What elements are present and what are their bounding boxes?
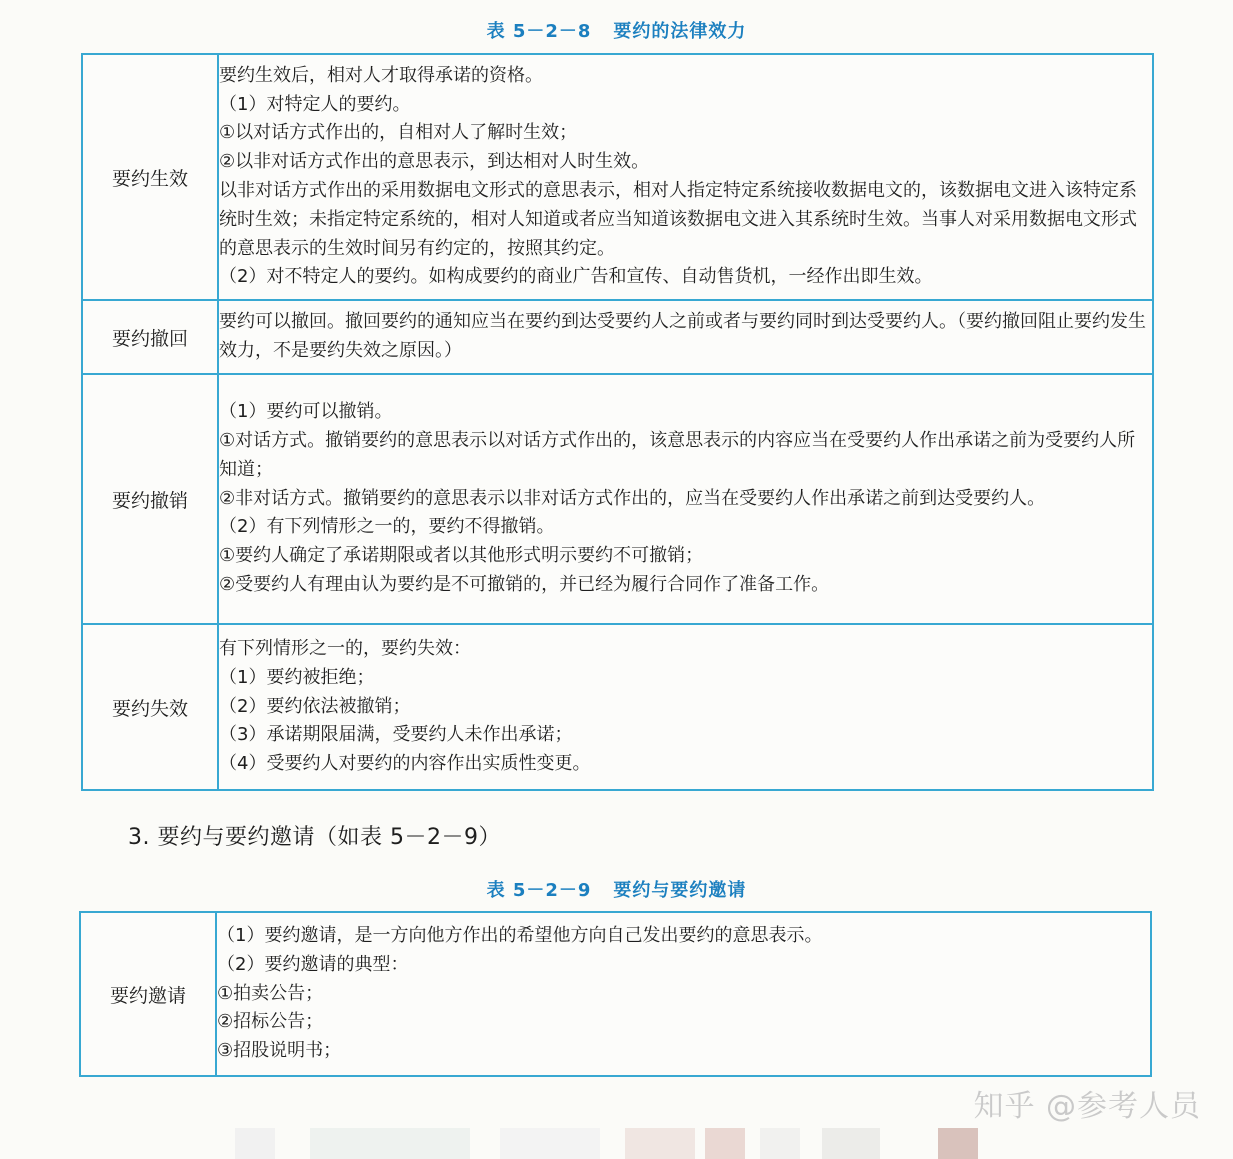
content-line: （2）要约依法被撤销； bbox=[219, 695, 411, 717]
content-line: 有下列情形之一的，要约失效： bbox=[219, 638, 471, 659]
offer-invitation-table bbox=[79, 911, 1152, 1077]
content-line: ①拍卖公告； bbox=[217, 982, 324, 1004]
scan-artifact bbox=[625, 1128, 695, 1159]
table-number: 表 5－2－8 bbox=[486, 21, 592, 42]
content-line: （1）对特定人的要约。 bbox=[219, 93, 411, 115]
table-row bbox=[82, 374, 1153, 624]
table-caption bbox=[0, 876, 1233, 902]
table-title: 要约的法律效力 bbox=[613, 21, 747, 42]
watermark: 知乎 @参考人员 bbox=[973, 1089, 1201, 1124]
section-heading: 3. 要约与要约邀请（如表 5－2－9） bbox=[128, 825, 501, 850]
content-line: ②受要约人有理由认为要约是不可撤销的，并已经为履行合同作了准备工作。 bbox=[219, 573, 830, 595]
table-row bbox=[82, 624, 1153, 790]
table-title: 要约与要约邀请 bbox=[613, 880, 747, 901]
table-row bbox=[82, 300, 1153, 374]
scan-artifact bbox=[500, 1128, 600, 1159]
table-row bbox=[80, 912, 1151, 1076]
content-line: （2）对不特定人的要约。如构成要约的商业广告和宣传、自动售货机，一经作出即生效。 bbox=[219, 266, 933, 288]
content-line: ①以对话方式作出的，自相对人了解时生效； bbox=[219, 122, 578, 144]
content-line: （4）受要约人对要约的内容作出实质性变更。 bbox=[219, 753, 591, 775]
scan-artifact bbox=[235, 1128, 275, 1159]
row-content bbox=[218, 374, 1153, 624]
content-line: ②招标公告； bbox=[217, 1011, 324, 1033]
scan-artifact bbox=[310, 1128, 470, 1159]
row-label: 要约撤回 bbox=[82, 300, 218, 374]
row-content bbox=[216, 912, 1151, 1076]
content-line: （1）要约被拒绝； bbox=[219, 666, 375, 688]
content-line: 要约可以撤回。撤回要约的通知应当在要约到达受要约人之前或者与要约同时到达受要约人。（要约撤回阻止要约发生效力，不是要约失效之原因。） bbox=[219, 311, 1146, 361]
row-content bbox=[218, 300, 1153, 374]
content-line: （3）承诺期限届满，受要约人未作出承诺； bbox=[219, 724, 573, 746]
row-label: 要约生效 bbox=[82, 54, 218, 300]
content-line: ②以非对话方式作出的意思表示，到达相对人时生效。 bbox=[219, 151, 650, 173]
row-label: 要约撤销 bbox=[82, 374, 218, 624]
content-line: 要约生效后，相对人才取得承诺的资格。 bbox=[219, 64, 543, 86]
scan-artifact bbox=[822, 1128, 880, 1159]
row-label: 要约失效 bbox=[82, 624, 218, 790]
scan-artifact bbox=[705, 1128, 745, 1159]
offer-legal-effect-table bbox=[81, 53, 1154, 791]
row-content bbox=[218, 624, 1153, 790]
content-line: ①对话方式。撤销要约的意思表示以对话方式作出的，该意思表示的内容应当在受要约人作出承诺之前为受要约人所知道； bbox=[219, 430, 1136, 480]
table-number: 表 5－2－9 bbox=[486, 880, 592, 901]
content-line: ③招股说明书； bbox=[217, 1040, 342, 1062]
table-row bbox=[82, 54, 1153, 300]
content-line: （1）要约可以撤销。 bbox=[219, 401, 393, 423]
row-label: 要约邀请 bbox=[80, 912, 216, 1076]
content-line: （1）要约邀请，是一方向他方作出的希望他方向自己发出要约的意思表示。 bbox=[217, 925, 823, 946]
content-line: ①要约人确定了承诺期限或者以其他形式明示要约不可撤销； bbox=[219, 545, 704, 567]
content-line: ②非对话方式。撤销要约的意思表示以非对话方式作出的，应当在受要约人作出承诺之前到达受要约人。 bbox=[219, 487, 1046, 509]
row-content bbox=[218, 54, 1153, 300]
scan-artifact bbox=[938, 1128, 978, 1159]
content-line: （2）有下列情形之一的，要约不得撤销。 bbox=[219, 516, 555, 538]
content-line: （2）要约邀请的典型： bbox=[217, 953, 409, 975]
content-line: 以非对话方式作出的采用数据电文形式的意思表示，相对人指定特定系统接收数据电文的，该数据电文进入该特定系统时生效；未指定特定系统的，相对人知道或者应当知道该数据电文进入其系统时生效。当事人对采用数据电文形式的意思表示的生效时间另有约定的，按照其约定。 bbox=[219, 180, 1137, 259]
scan-artifact bbox=[760, 1128, 800, 1159]
table-caption bbox=[0, 17, 1233, 43]
